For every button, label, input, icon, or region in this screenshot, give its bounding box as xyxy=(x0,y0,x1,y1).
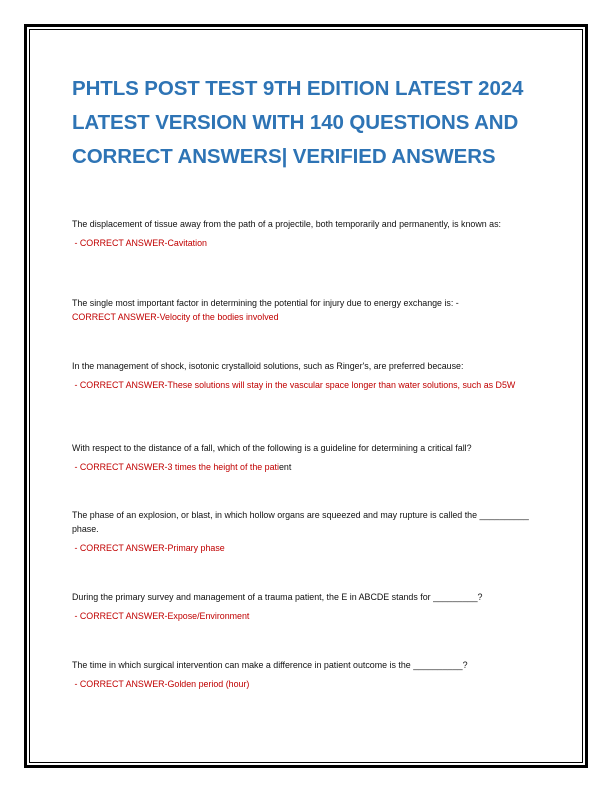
question-6: During the primary survey and management of a trauma patient, the E in ABCDE stands for _________? xyxy=(72,592,483,602)
question-2-text: The single most important factor in determining the potential for injury due to energy exchange is: - xyxy=(72,298,459,308)
question-3: In the management of shock, isotonic crystalloid solutions, such as Ringer's, are preferred because: xyxy=(72,361,464,371)
answer-4-tail: ent xyxy=(279,462,292,472)
answer-4 xyxy=(72,460,542,474)
answer-4-text: - CORRECT ANSWER-3 times the height of the pati xyxy=(72,462,279,472)
document-title: PHTLS POST TEST 9TH EDITION LATEST 2024 LATEST VERSION WITH 140 QUESTIONS AND CORRECT ANSWERS| VERIFIED ANSWERS xyxy=(72,77,524,168)
qa-item-1 xyxy=(72,217,542,250)
answer-6: - CORRECT ANSWER-Expose/Environment xyxy=(72,611,250,621)
question-5: The phase of an explosion, or blast, in which hollow organs are squeezed and may rupture is called the __________ phase. xyxy=(72,510,529,534)
answer-7: - CORRECT ANSWER-Golden period (hour) xyxy=(72,679,250,689)
answer-1: - CORRECT ANSWER-Cavitation xyxy=(72,238,207,248)
qa-item-4 xyxy=(72,441,542,474)
qa-item-6 xyxy=(72,590,542,623)
question-2 xyxy=(72,296,542,324)
answer-3: - CORRECT ANSWER-These solutions will stay in the vascular space longer than water solutions, such as D5W xyxy=(72,380,516,390)
answer-2: CORRECT ANSWER-Velocity of the bodies involved xyxy=(72,312,279,322)
qa-item-7 xyxy=(72,658,542,691)
qa-item-3 xyxy=(72,359,542,392)
question-7: The time in which surgical intervention can make a difference in patient outcome is the __________? xyxy=(72,660,468,670)
qa-item-2 xyxy=(72,296,542,324)
question-1: The displacement of tissue away from the path of a projectile, both temporarily and permanently, is known as: xyxy=(72,219,502,229)
question-4: With respect to the distance of a fall, which of the following is a guideline for determining a critical fall? xyxy=(72,443,472,453)
qa-item-5 xyxy=(72,508,542,555)
answer-5: - CORRECT ANSWER-Primary phase xyxy=(72,543,225,553)
document-body xyxy=(72,72,542,689)
